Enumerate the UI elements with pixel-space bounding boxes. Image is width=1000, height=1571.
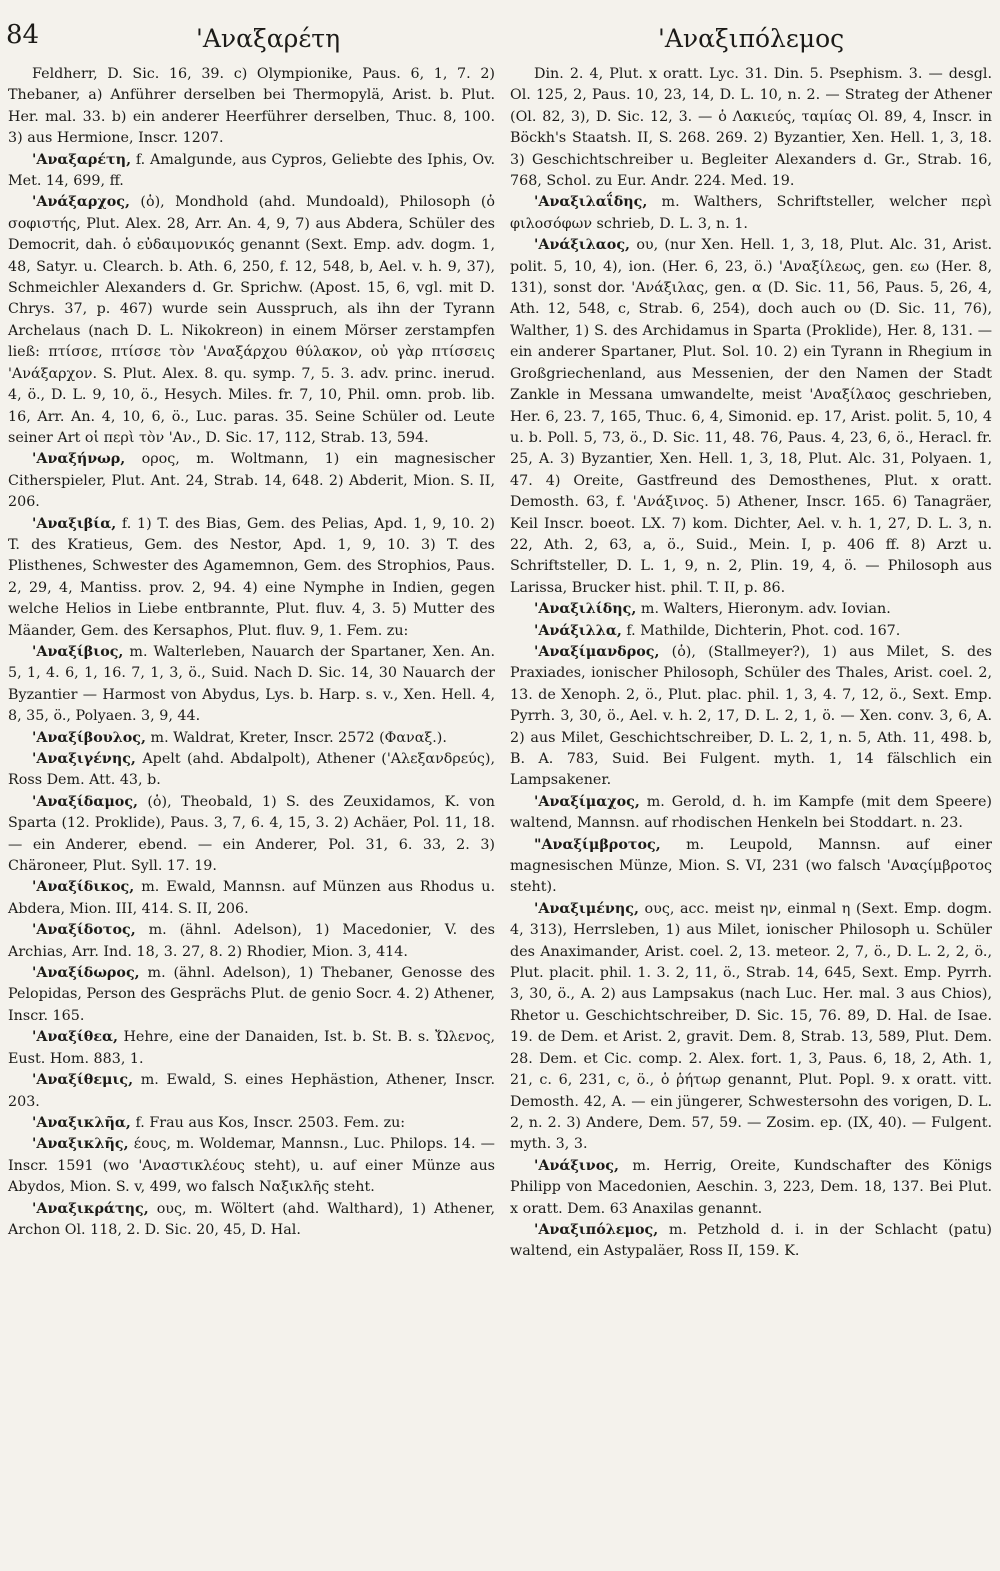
entry-headword: 'Ανάξινος, [534,1157,619,1174]
dictionary-entry [510,235,992,599]
dictionary-entry [510,835,992,899]
entry-headword: 'Αναξιμένης, [534,900,639,917]
entry-headword: 'Αναξίμαχος, [534,793,640,810]
dictionary-entry [510,192,992,235]
entry-text: ους, acc. meist ην, einmal η (Sext. Emp. dogm. 4, 313), Herrsleben, 1) aus Milet, ionischer Philosoph u. Schüler des Anaximander, Arist. coel. 2, 13. meteor. 2, 7, ö., D. L. 2, 2, ö., Plut. placit. phil. 1. 3. 2, 11, ö., Strab. 14, 645, Sext. Emp. Pyrrh. 3, 30, ö., A. 2) aus Lampsakus (nach Luc. Her. mal. 3 aus Chios), Rhetor u. Geschichtschreiber, D. Sic. 15, 76. 89, D. Hal. de Isae. 19. de Dem. et Arist. 2, gravit. Dem. 8, Strab. 13, 589, Plut. Dem. 28. Dem. et Cic. comp. 2. Alex. fort. 1, 3, Paus. 6, 18, 2, Ath. 1, 21, c. 6, 231, c, ö., ὁ ῥήτωρ genannt, Plut. Popl. 9. x oratt. vitt. Demosth. 42, A. — ein jüngerer, Schwestersohn des vorigen, D. L. 2, n. 2. 3) Andere, Dem. 57, 59. — Zosim. ep. (IX, 40). — Fulgent. myth. 3, 3. [510,900,992,1153]
entry-headword: 'Ανάξιλλα, [534,622,622,639]
entry-text: ου, (nur Xen. Hell. 1, 3, 18, Plut. Alc. 31, Arist. polit. 5, 10, 4), ion. (Her. 6, 23, ö.) 'Αναξίλεως, gen. εω (Her. 8, 131), sonst dor. 'Ανάξιλας, gen. α (D. Sic. 11, 56, Paus. 5, 26, 4, Ath. 12, 548, c, Strab. 6, 254), doch auch ου (D. Sic. 11, 76), Walther, 1) S. des Archidamus in Sparta (Proklide), Her. 8, 131. — ein anderer Spartaner, Plut. Sol. 10. 2) ein Tyrann in Rhegium in Großgriechenland, aus Messenien, der den Namen der Stadt Zankle in Messana umwandelte, meist 'Αναξίλαος geschrieben, Her. 6, 23. 7, 165, Thuc. 6, 4, Simonid. ep. 17, Arist. polit. 5, 10, 4 u. b. Poll. 5, 73, ö., D. Sic. 11, 48. 76, Paus. 4, 23, 6, ö., Heracl. fr. 25, A. 3) Byzantier, Xen. Hell. 1, 3, 18, Plut. Alc. 31, Polyaen. 1, 47. 4) Oreite, Gastfreund des Demosthenes, Plut. x oratt. Demosth. 63, f. 'Ανάξινος. 5) Athener, Inscr. 165. 6) Tanagräer, Keil Inscr. boeot. LX. 7) kom. Dichter, Ael. v. h. 1, 27, D. L. 3, n. 22, Ath. 2, 63, a, ö., Suid., Mein. I, p. 406 ff. 8) Arzt u. Schriftsteller, D. L. 1, 9, n. 2, Plin. 19, 4, ö. — Philosoph aus Larissa, Brucker hist. phil. T. II, p. 86. [510,237,992,596]
dictionary-entry [8,1070,495,1113]
entry-headword: 'Αναξιπόλεμος, [534,1221,659,1238]
entry-text: m. Ewald, Mannsn. auf Münzen aus Rhodus u. Abdera, Mion. III, 414. S. II, 206. [8,879,495,917]
entry-text: ορος, m. Woltmann, 1) ein magnesischer Citherspieler, Plut. Ant. 24, Strab. 14, 648. 2) Abderit, Mion. S. II, 206. [8,451,496,511]
entry-headword: 'Αναξικράτης, [32,1200,149,1217]
dictionary-entry [510,1220,992,1263]
dictionary-entry [8,1199,495,1242]
left-column [8,64,495,1241]
dictionary-entry [510,642,992,792]
entry-text: Din. 2. 4, Plut. x oratt. Lyc. 31. Din. 5. Psephism. 3. — desgl. Ol. 125, 2, Paus. 10, 23, 14, D. L. 10, n. 2. — Strateg der Athener (Ol. 82, 3), D. Sic. 12, 3. — ὁ Λακιεύς, ταμίας Ol. 89, 4, Inscr. in Böckh's Staatsh. II, S. 268. 269. 2) Byzantier, Xen. Hell. 1, 3, 18. 3) Geschichtschreiber u. Begleiter Alexanders d. Gr., Strab. 16, 768, Schol. zu Eur. Andr. 224. Med. 19. [510,66,992,190]
entry-text: (ὁ), Mondhold (ahd. Mundoald), Philosoph (ὁ σοφιστής, Plut. Alex. 28, Arr. An. 4, 9, 7) aus Abdera, Schüler des Democrit, dah. ὁ εὐδαιμονικός genannt (Sext. Emp. adv. dogm. 1, 48, Satyr. u. Clearch. b. Ath. 6, 250, f. 12, 548, b, Ael. v. h. 9, 37), Schmeichler Alexanders d. Gr. Sprichw. (Apost. 15, 6, vgl. mit D. Chrys. 37, p. 467) wurde sein Ausspruch, als ihn der Tyrann Archelaus (nach D. L. Nikokreon) in einem Mörser zerstampfen ließ: πτίσσε, πτίσσε τὸν 'Αναξάρχου θύλακον, οὐ γὰρ πτίσσεις 'Ανάξαρχον. S. Plut. Alex. 8. qu. symp. 7, 5. 3. adv. princ. inerud. 4, ö., D. L. 9, 10, ö., Hesych. Miles. fr. 7, 10, Phil. omn. prob. lib. 16, Arr. An. 4, 10, 6, ö., Luc. paras. 35. Seine Schüler od. Leute seiner Art οἱ περὶ τὸν 'Αν., D. Sic. 17, 112, Strab. 13, 594. [8,194,496,446]
entry-headword: 'Αναξιγένης, [32,751,136,767]
right-column [510,64,992,1263]
entry-text: (ὁ), (Stallmeyer?), 1) aus Milet, S. des Praxiades, ionischer Philosoph, Schüler des Thales, Arist. coel. 2, 13. de Xenoph. 2, ö., Plut. plac. phil. 1, 3, 4. 7, 12, ö., Sext. Emp. Pyrrh. 3, 30, ö., Ael. v. h. 2, 17, D. L. 2, 1, ö. — Xen. conv. 3, 6, A. 2) aus Milet, Geschichtschreiber, D. L. 2, 1, n. 5, Ath. 11, 498. b, B. A. 783, Suid. Bei Fulgent. myth. 1, 14 fälschlich ein Lampsakener. [510,643,993,789]
entry-headword: 'Αναξιλαΐδης, [534,194,648,211]
dictionary-entry [510,1156,992,1220]
entry-headword: 'Ανάξιλαος, [534,237,631,254]
text-columns [0,64,1000,1571]
dictionary-entry [8,1134,495,1198]
dictionary-entry [8,449,495,513]
dictionary-entry [8,877,495,920]
entry-headword: 'Αναξικλῆα, [32,1114,131,1131]
dictionary-entry [8,150,495,193]
entry-text: m. Gerold, d. h. im Kampfe (mit dem Speere) waltend, Mannsn. auf rhodischen Henkeln bei Stoddart. n. 23. [510,793,992,832]
dictionary-entry [510,621,992,642]
dictionary-entry [510,599,992,620]
dictionary-entry [8,792,495,878]
dictionary-entry [510,64,992,192]
entry-text: m. Ewald, S. eines Hephästion, Athener, Inscr. 203. [8,1072,495,1110]
entry-headword: 'Αναξιλίδης, [534,601,637,618]
entry-text: Feldherr, D. Sic. 16, 39. c) Olympionike, Paus. 6, 1, 7. 2) Thebaner, a) Anführer derselben bei Thermopylä, Arist. b. Plut. Her. mal. 33. b) ein anderer Heerführer derselben, Thuc. 8, 100. 3) aus Hermione, Inscr. 1207. [8,66,495,147]
entry-text: ους, m. Wöltert (ahd. Walthard), 1) Athener, Archon Ol. 118, 2. D. Sic. 20, 45, D. Hal. [8,1200,495,1238]
entry-text: f. Amalgunde, aus Cypros, Geliebte des Iphis, Ov. Met. 14, 699, ff. [8,151,495,190]
entry-headword: 'Αναξίβουλος, [32,729,146,746]
entry-headword: 'Αναξίβιος, [32,643,124,660]
entry-text: f. Frau aus Kos, Inscr. 2503. Fem. zu: [135,1114,406,1131]
entry-text: m. Walters, Hieronym. adv. Iovian. [640,601,891,618]
dictionary-entry [8,920,495,963]
entry-headword: 'Αναξίδωρος, [32,965,140,982]
entry-headword: 'Αναξικλῆς, [32,1136,129,1153]
entry-text: m. Waldrat, Kreter, Inscr. 2572 (Φαναξ.). [150,729,447,746]
right-running-head: 'Αναξιπόλεμος [658,24,845,53]
entry-text: m. (ähnl. Adelson), 1) Macedonier, V. des Archias, Arr. Ind. 18, 3. 27, 8. 2) Rhodier, Mion. 3, 414. [8,922,495,960]
dictionary-entry [8,1113,495,1134]
dictionary-entry [8,64,495,150]
dictionary-entry [8,192,495,449]
left-running-head: 'Αναξαρέτη [196,24,341,53]
dictionary-entry [8,963,495,1027]
dictionary-entry [8,642,495,728]
dictionary-entry [510,792,992,835]
entry-headword: 'Ανάξαρχος, [32,194,130,211]
entry-text: έους, m. Woldemar, Mannsn., Luc. Philops. 14. — Inscr. 1591 (wo 'Αναστικλέους steht), u. auf einer Münze aus Abydos, Mion. S. v, 499, wo falsch Ναξικλῆς steht. [8,1136,495,1196]
entry-text: Hehre, eine der Danaiden, Ist. b. St. B. s. Ὤλενος, Eust. Hom. 883, 1. [8,1029,495,1067]
dictionary-entry [510,899,992,1156]
entry-text: (ὁ), Theobald, 1) S. des Zeuxidamos, K. von Sparta (12. Proklide), Paus. 3, 7, 6. 4, 15, 3. 2) Achäer, Pol. 11, 18. — ein Anderer, ebend. — ein Anderer, Pol. 31, 6. 33, 2. 3) Chäroneer, Plut. Syll. 17. 19. [8,793,496,875]
entry-text: Apelt (ahd. Abdalpolt), Athener ('Αλεξανδρεύς), Ross Dem. Att. 43, b. [8,751,495,789]
entry-headword: 'Αναξιβία, [32,515,117,532]
entry-headword: 'Αναξίδικος, [32,879,135,896]
entry-headword: 'Αναξίθεα, [32,1029,118,1046]
dictionary-entry [8,728,495,749]
entry-text: f. 1) T. des Bias, Gem. des Pelias, Apd. 1, 9, 10. 2) T. des Kratieus, Gem. des Nestor, Apd. 1, 9, 10. 3) T. des Plisthenes, Schwester des Agamemnon, Gem. des Strophios, Paus. 2, 29, 4, Mantiss. prov. 2, 94. 4) eine Nymphe in Indien, gegen welche Helios in Liebe entbrannte, Plut. fluv. 4, 3. 5) Mutter des Mäander, Gem. des Kersaphos, Plut. fluv. 9, 1. Fem. zu: [8,515,496,639]
dictionary-entry [8,749,495,792]
entry-headword: 'Αναξήνωρ, [32,451,126,468]
entry-text: m. Walterleben, Nauarch der Spartaner, Xen. An. 5, 1, 4. 6, 1, 16. 7, 1, 3, ö., Suid. Nach D. Sic. 14, 30 Nauarch der Byzantier — Harmost von Abydus, Lys. b. Harp. s. v., Xen. Hell. 4, 8, 35, ö., Polyaen. 3, 9, 44. [8,643,496,725]
dictionary-entry [8,514,495,642]
entry-headword: 'Αναξίμανδρος, [534,643,660,660]
entry-text: m. (ähnl. Adelson), 1) Thebaner, Genosse des Pelopidas, Person des Gesprächs Plut. de genio Socr. 4. 2) Athener, Inscr. 165. [8,965,495,1024]
page-number: 84 [6,20,40,50]
entry-text: m. Petzhold d. i. in der Schlacht (patu) waltend, ein Astypaläer, Ross II, 159. K. [510,1221,993,1260]
entry-headword: 'Αναξαρέτη, [32,151,132,168]
entry-text: m. Walthers, Schriftsteller, welcher περὶ φιλοσόφων schrieb, D. L. 3, n. 1. [510,194,993,232]
entry-headword: 'Αναξίδαμος, [32,793,138,810]
entry-text: m. Leupold, Mannsn. auf einer magnesischen Münze, Mion. S. VI, 231 (wo falsch 'Αναςίμβροτος steht). [510,836,992,896]
entry-text: f. Mathilde, Dichterin, Phot. cod. 167. [626,622,901,639]
entry-headword: 'Αναξίθεμις, [32,1072,134,1089]
entry-headword: "Αναξίμβροτος, [534,836,661,853]
dictionary-entry [8,1027,495,1070]
entry-text: m. Herrig, Oreite, Kundschafter des Königs Philipp von Macedonien, Aeschin. 3, 223, Dem. 18, 137. Bei Plut. x oratt. Dem. 63 Anaxilas genannt. [510,1157,992,1217]
page-header [0,14,1000,66]
entry-headword: 'Αναξίδοτος, [32,922,136,939]
